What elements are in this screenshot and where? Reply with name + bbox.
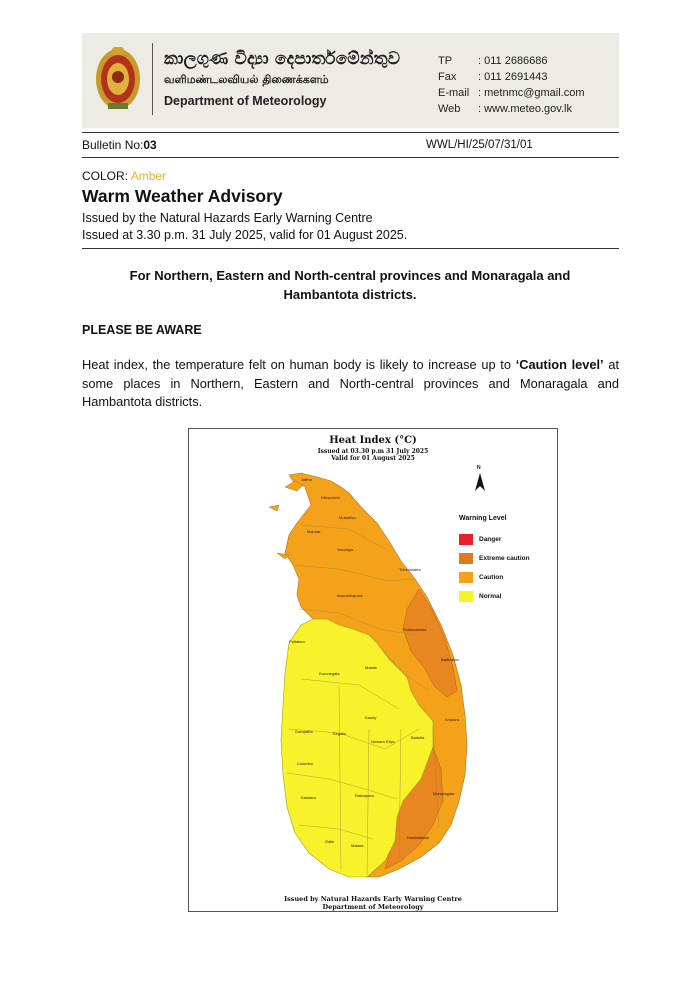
advisory-rule [82,248,619,249]
map-title: Heat Index (°C) [329,435,417,446]
district-label-mullaitivu: Mullaitivu [339,515,356,520]
bulletin-rule [82,157,619,158]
bulletin-label: Bulletin No: [82,138,144,152]
legend-item-extreme-caution [459,549,530,568]
district-label-jaffna: Jaffna [301,477,312,482]
affected-areas [100,266,600,304]
legend-swatch [459,534,473,545]
bulletin-number [82,138,157,152]
org-name-tamil: வளிமண்டலவியல் திணைக்களம் [164,73,329,86]
district-label-galle: Galle [325,839,335,844]
header-rule [82,132,619,133]
issued-by: Issued by the Natural Hazards Early Warning Centre [82,211,373,225]
issued-block [82,210,407,244]
advisory-title: Warm Weather Advisory [82,186,283,206]
header-divider [152,43,153,115]
letterhead [82,33,619,128]
para-text: Heat index, the temperature felt on human body is likely to increase up to [82,357,516,372]
district-label-kandy: Kandy [365,715,377,720]
district-label-colombo: Colombo [297,761,314,766]
contact-key: E-mail [438,87,470,99]
color-value: Amber [130,169,167,183]
legend-swatch [459,591,473,602]
district-label-hambantota: Hambantota [407,835,429,840]
district-label-nuwara-eliya: Nuwara Eliya [371,739,395,744]
district-label-puttalam: Puttalam [289,639,305,644]
sri-lanka-map [189,429,559,913]
district-label-monaragala: Monaragala [433,791,455,796]
legend-item-normal [459,587,530,606]
district-label-badulla: Badulla [411,735,425,740]
district-label-trincomalee: Trincomalee [399,567,421,572]
legend-swatch [459,553,473,564]
heat-index-map [188,428,558,912]
district-label-kegalle: Kegalle [333,731,347,736]
org-name-sinhala: කාලගුණ විද්‍යා දෙපාර්තමේන්තුව [164,49,401,69]
district-label-kalutara: Kalutara [301,795,316,800]
affected-areas-line2: Hambantota districts. [283,287,417,302]
district-label-kilinochchi: Kilinochchi [321,495,341,500]
map-valid: Valid for 01 August 2025 [331,455,415,462]
contact-phone: : 011 2686686 [478,55,548,67]
bulletin-reference: WWL/HI/25/07/31/01 [426,139,533,151]
map-footer-issuer: Issued by Natural Hazards Early Warning Centre [284,895,462,903]
contact-email: : metnmc@gmail.com [478,87,585,99]
district-label-kurunegala: Kurunegala [319,671,340,676]
district-label-gampaha: Gampaha [295,729,313,734]
contact-key: Fax [438,71,457,83]
legend-item-danger [459,530,530,549]
district-label-vavuniya: Vavuniya [337,547,354,552]
district-label-matale: Matale [365,665,378,670]
district-label-polonnaruwa: Polonnaruwa [403,627,427,632]
legend-swatch [459,572,473,583]
affected-areas-line1: For Northern, Eastern and North-central provinces and Monaragala and [129,268,571,283]
para-text: at some places in Northern, Eastern and North-central provinces and Monaragala and Hambantota districts. [82,357,620,409]
aware-heading: PLEASE BE AWARE [82,323,202,337]
contact-key: Web [438,103,461,115]
legend-label: Caution [479,574,504,581]
map-footer-department: Department of Meteorology [322,903,424,911]
contact-fax: : 011 2691443 [478,71,548,83]
legend-label: Danger [479,536,502,543]
advisory-paragraph [82,356,619,412]
contact-web: : www.meteo.gov.lk [478,103,572,115]
district-label-ampara: Ampara [445,717,460,722]
color-label: COLOR: [82,169,129,183]
legend-item-caution [459,568,530,587]
contact-block [438,53,585,117]
north-label: N [477,465,481,471]
contact-key: TP [438,55,453,67]
map-legend [459,515,530,606]
org-name-english: Department of Meteorology [164,94,327,108]
legend-title: Warning Level [459,515,507,522]
north-arrow-icon [473,469,487,495]
district-label-anuradhapura: Anuradhapura [337,593,363,598]
district-label-ratnapura: Ratnapura [355,793,374,798]
color-line [82,169,166,183]
district-label-batticaloa: Batticaloa [441,657,459,662]
national-emblem-icon [94,43,142,113]
bulletin-number-value: 03 [143,138,157,152]
map-issued: Issued at 03.30 p.m 31 July 2025 [317,448,429,455]
legend-label: Normal [479,593,502,600]
district-label-mannar: Mannar [307,529,321,534]
issued-at: Issued at 3.30 p.m. 31 July 2025, valid for 01 August 2025. [82,228,408,242]
legend-label: Extreme caution [479,555,530,562]
caution-level-text: ‘Caution level’ [515,357,604,372]
map-island [269,505,279,511]
district-label-matara: Matara [351,843,364,848]
